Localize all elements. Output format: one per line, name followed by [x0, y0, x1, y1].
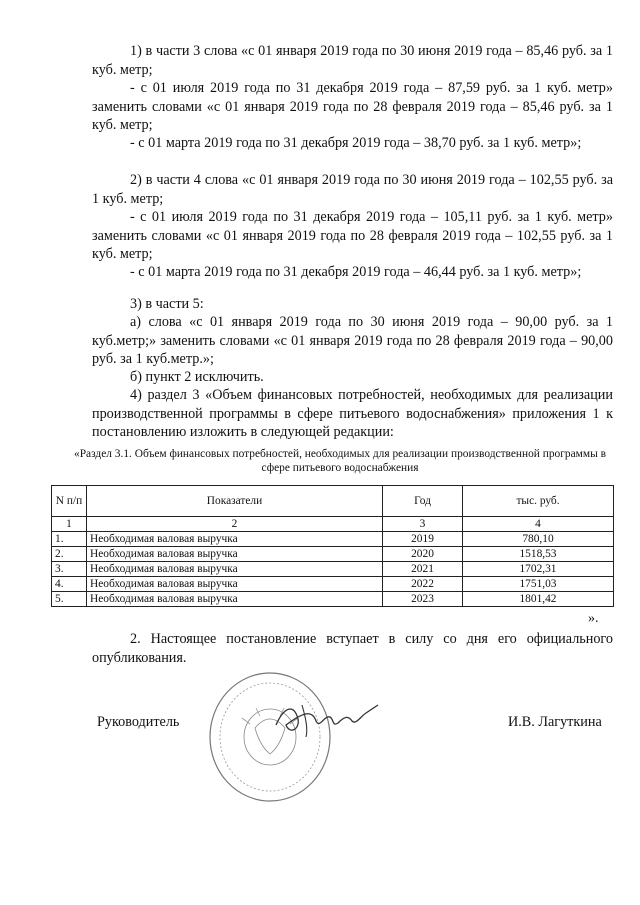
row-year: 2020 [383, 547, 463, 562]
row-year: 2019 [383, 532, 463, 547]
row-indicator: Необходимая валовая выручка [87, 562, 383, 577]
table-row [52, 577, 614, 592]
row-indicator: Необходимая валовая выручка [87, 592, 383, 607]
header-indicator: Показатели [87, 486, 383, 517]
table-numbering-row [52, 517, 614, 532]
signatory-name: И.В. Лагуткина [508, 714, 602, 730]
numbering-cell: 4 [463, 517, 614, 532]
effective-date-paragraph: 2. Настоящее постановление вступает в силу со дня его официального опубликования. [92, 631, 613, 666]
row-number: 3. [52, 562, 87, 577]
row-number: 4. [52, 577, 87, 592]
paragraph-5: - с 01 июля 2019 года по 31 декабря 2019 года – 105,11 руб. за 1 куб. метр» заменить словами «с 01 января 2019 года по 28 февраля 2019 года – 102,55 руб. за 1 куб. метр; [92, 209, 613, 262]
header-amount: тыс. руб. [463, 486, 614, 517]
financial-table [51, 485, 614, 607]
numbering-cell: 1 [52, 517, 87, 532]
row-year: 2021 [383, 562, 463, 577]
table-row [52, 562, 614, 577]
table-caption: «Раздел 3.1. Объем финансовых потребностей, необходимых для реализации производственной программы в сфере питьевого водоснабжения [74, 448, 606, 474]
row-amount: 1751,03 [463, 577, 614, 592]
paragraph-9: б) пункт 2 исключить. [130, 369, 264, 385]
paragraph-4: 2) в части 4 слова «с 01 января 2019 года по 30 июня 2019 года – 102,55 руб. за 1 куб. метр; [92, 172, 613, 207]
row-amount: 780,10 [463, 532, 614, 547]
handwritten-signature-icon [272, 695, 382, 740]
paragraph-1: 1) в части 3 слова «с 01 января 2019 года по 30 июня 2019 года – 85,46 руб. за 1 куб. метр; [92, 43, 613, 78]
row-indicator: Необходимая валовая выручка [87, 532, 383, 547]
row-amount: 1518,53 [463, 547, 614, 562]
paragraph-7: 3) в части 5: [130, 296, 204, 312]
numbering-cell: 2 [87, 517, 383, 532]
paragraph-2: - с 01 июля 2019 года по 31 декабря 2019 года – 87,59 руб. за 1 куб. метр» заменить словами «с 01 января 2019 года по 28 февраля 2019 года – 85,46 руб. за 1 куб. метр; [92, 80, 613, 133]
row-amount: 1702,31 [463, 562, 614, 577]
paragraph-3: - с 01 марта 2019 года по 31 декабря 2019 года – 38,70 руб. за 1 куб. метр»; [130, 135, 582, 151]
row-indicator: Необходимая валовая выручка [87, 547, 383, 562]
numbering-cell: 3 [383, 517, 463, 532]
table-row [52, 592, 614, 607]
paragraph-6: - с 01 марта 2019 года по 31 декабря 2019 года – 46,44 руб. за 1 куб. метр»; [130, 264, 582, 280]
row-year: 2022 [383, 577, 463, 592]
table-row [52, 532, 614, 547]
row-indicator: Необходимая валовая выручка [87, 577, 383, 592]
row-amount: 1801,42 [463, 592, 614, 607]
closing-quote: ». [588, 611, 599, 626]
row-year: 2023 [383, 592, 463, 607]
paragraph-10: 4) раздел 3 «Объем финансовых потребностей, необходимых для реализации производственной программы в сфере питьевого водоснабжения» приложения 1 к постановлению изложить в следующей редакции: [92, 387, 613, 440]
row-number: 5. [52, 592, 87, 607]
header-number: N п/п [52, 486, 87, 517]
row-number: 2. [52, 547, 87, 562]
paragraph-8: а) слова «с 01 января 2019 года по 30 июня 2019 года – 90,00 руб. за 1 куб.метр;» заменить словами «с 01 января 2019 года по 28 февраля 2019 года – 90,00 руб. за 1 куб.метр.»; [92, 314, 613, 367]
row-number: 1. [52, 532, 87, 547]
header-year: Год [383, 486, 463, 517]
signatory-title: Руководитель [97, 714, 180, 730]
table-header-row [52, 486, 614, 517]
table-row [52, 547, 614, 562]
